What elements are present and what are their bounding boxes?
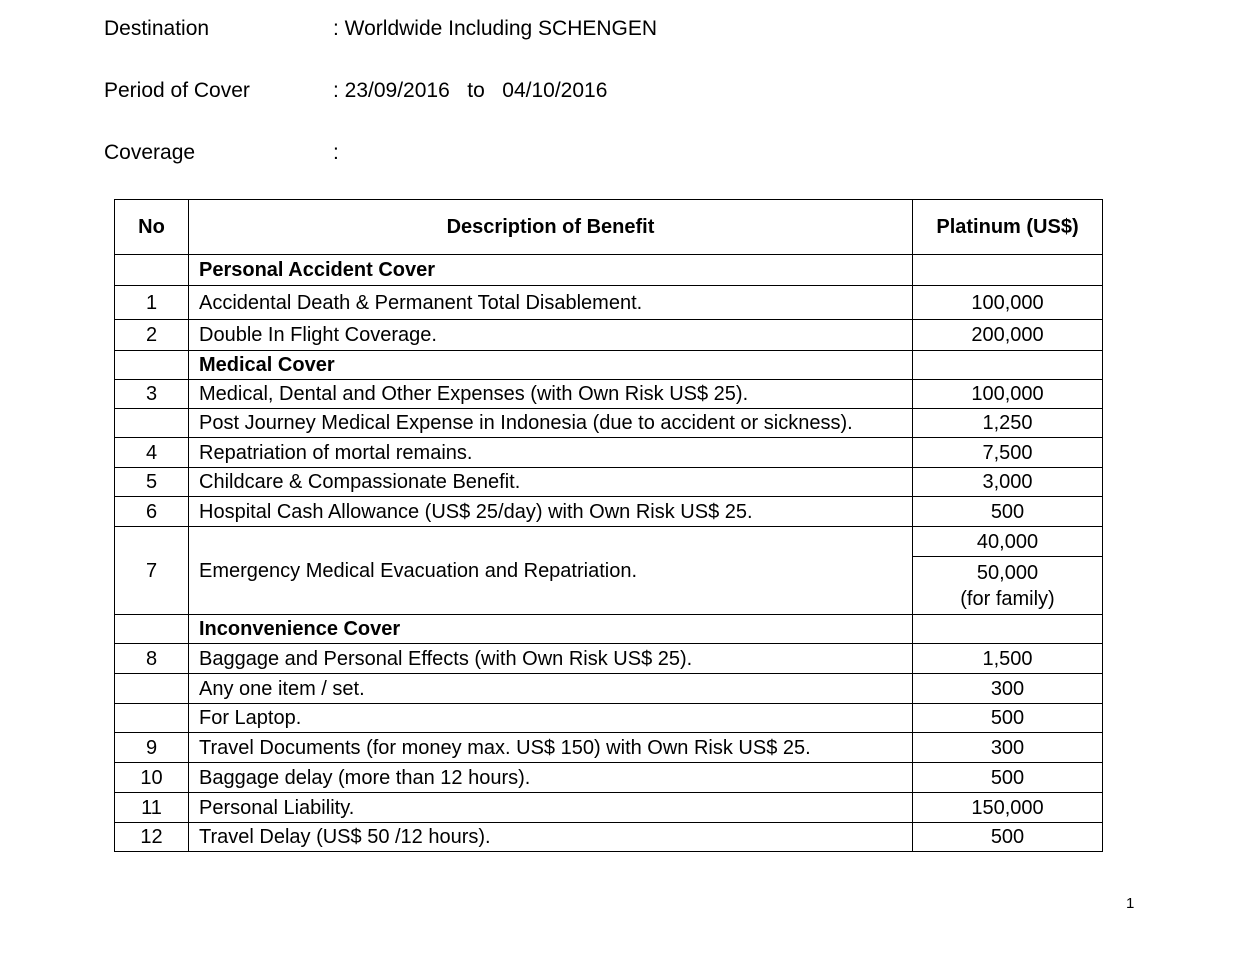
table-row (115, 286, 1103, 320)
table-header-row (115, 200, 1103, 255)
table-row (115, 733, 1103, 763)
row-no (115, 704, 189, 733)
row-description: Double In Flight Coverage. (189, 320, 913, 351)
table-row (115, 468, 1103, 497)
column-header-description: Description of Benefit (189, 200, 913, 255)
table-row (115, 320, 1103, 351)
row-description: Repatriation of mortal remains. (189, 438, 913, 468)
table-row (115, 380, 1103, 409)
column-header-amount: Platinum (US$) (913, 200, 1103, 255)
row-description: Post Journey Medical Expense in Indonesia (due to accident or sickness). (189, 409, 913, 438)
section-title-personal-accident: Personal Accident Cover (189, 255, 913, 286)
row-amount (913, 351, 1103, 380)
section-row (115, 255, 1103, 286)
row-no: 10 (115, 763, 189, 793)
row-amount: 150,000 (913, 793, 1103, 823)
row-no (115, 409, 189, 438)
coverage-value: : (333, 141, 339, 164)
row-amount: 3,000 (913, 468, 1103, 497)
row-no: 8 (115, 644, 189, 674)
table-row (115, 644, 1103, 674)
row-description: Baggage delay (more than 12 hours). (189, 763, 913, 793)
row-no: 7 (115, 527, 189, 615)
row-no: 9 (115, 733, 189, 763)
row-no (115, 615, 189, 644)
row-amount: 1,500 (913, 644, 1103, 674)
row-amount (913, 615, 1103, 644)
row-description: For Laptop. (189, 704, 913, 733)
row-amount: 500 (913, 497, 1103, 527)
row-no (115, 351, 189, 380)
column-header-no: No (115, 200, 189, 255)
row-amount: 500 (913, 763, 1103, 793)
row-description: Personal Liability. (189, 793, 913, 823)
row-amount-family (913, 557, 1103, 615)
row-no: 6 (115, 497, 189, 527)
table-row (115, 763, 1103, 793)
row-description: Travel Delay (US$ 50 /12 hours). (189, 823, 913, 852)
row-no: 11 (115, 793, 189, 823)
row-amount: 500 (913, 823, 1103, 852)
row-no: 1 (115, 286, 189, 320)
row-no (115, 674, 189, 704)
row-no: 12 (115, 823, 189, 852)
row-amount: 300 (913, 733, 1103, 763)
row-amount: 200,000 (913, 320, 1103, 351)
row-amount: 500 (913, 704, 1103, 733)
table-row (115, 823, 1103, 852)
section-title-inconvenience: Inconvenience Cover (189, 615, 913, 644)
row-no (115, 255, 189, 286)
row-amount: 100,000 (913, 380, 1103, 409)
benefits-table (114, 199, 1103, 852)
table-row (115, 704, 1103, 733)
row-description: Travel Documents (for money max. US$ 150) with Own Risk US$ 25. (189, 733, 913, 763)
row-amount: 300 (913, 674, 1103, 704)
table-row (115, 438, 1103, 468)
row-amount: 7,500 (913, 438, 1103, 468)
coverage-label: Coverage (104, 141, 196, 164)
period-label: Period of Cover (104, 79, 250, 102)
section-title-medical: Medical Cover (189, 351, 913, 380)
table-row (115, 409, 1103, 438)
page-number: 1 (1126, 895, 1135, 912)
destination-value: : Worldwide Including SCHENGEN (333, 17, 658, 40)
row-amount (913, 255, 1103, 286)
destination-label: Destination (104, 17, 210, 40)
section-row (115, 351, 1103, 380)
row-amount: 1,250 (913, 409, 1103, 438)
table-row (115, 793, 1103, 823)
row-description: Baggage and Personal Effects (with Own Risk US$ 25). (189, 644, 913, 674)
family-amount: 50,000 (976, 561, 1039, 584)
row-description: Accidental Death & Permanent Total Disablement. (189, 286, 913, 320)
row-no: 3 (115, 380, 189, 409)
row-description: Hospital Cash Allowance (US$ 25/day) with Own Risk US$ 25. (189, 497, 913, 527)
table-row (115, 497, 1103, 527)
row-no: 5 (115, 468, 189, 497)
family-note: (for family) (960, 587, 1055, 610)
row-no: 2 (115, 320, 189, 351)
row-description: Any one item / set. (189, 674, 913, 704)
row-description: Childcare & Compassionate Benefit. (189, 468, 913, 497)
row-amount: 100,000 (913, 286, 1103, 320)
period-value: : 23/09/2016 to 04/10/2016 (333, 79, 608, 102)
table-row (115, 674, 1103, 704)
section-row (115, 615, 1103, 644)
table-row (115, 527, 1103, 557)
row-description: Medical, Dental and Other Expenses (with Own Risk US$ 25). (189, 380, 913, 409)
row-description: Emergency Medical Evacuation and Repatriation. (189, 527, 913, 615)
row-no: 4 (115, 438, 189, 468)
row-amount: 40,000 (913, 527, 1103, 557)
